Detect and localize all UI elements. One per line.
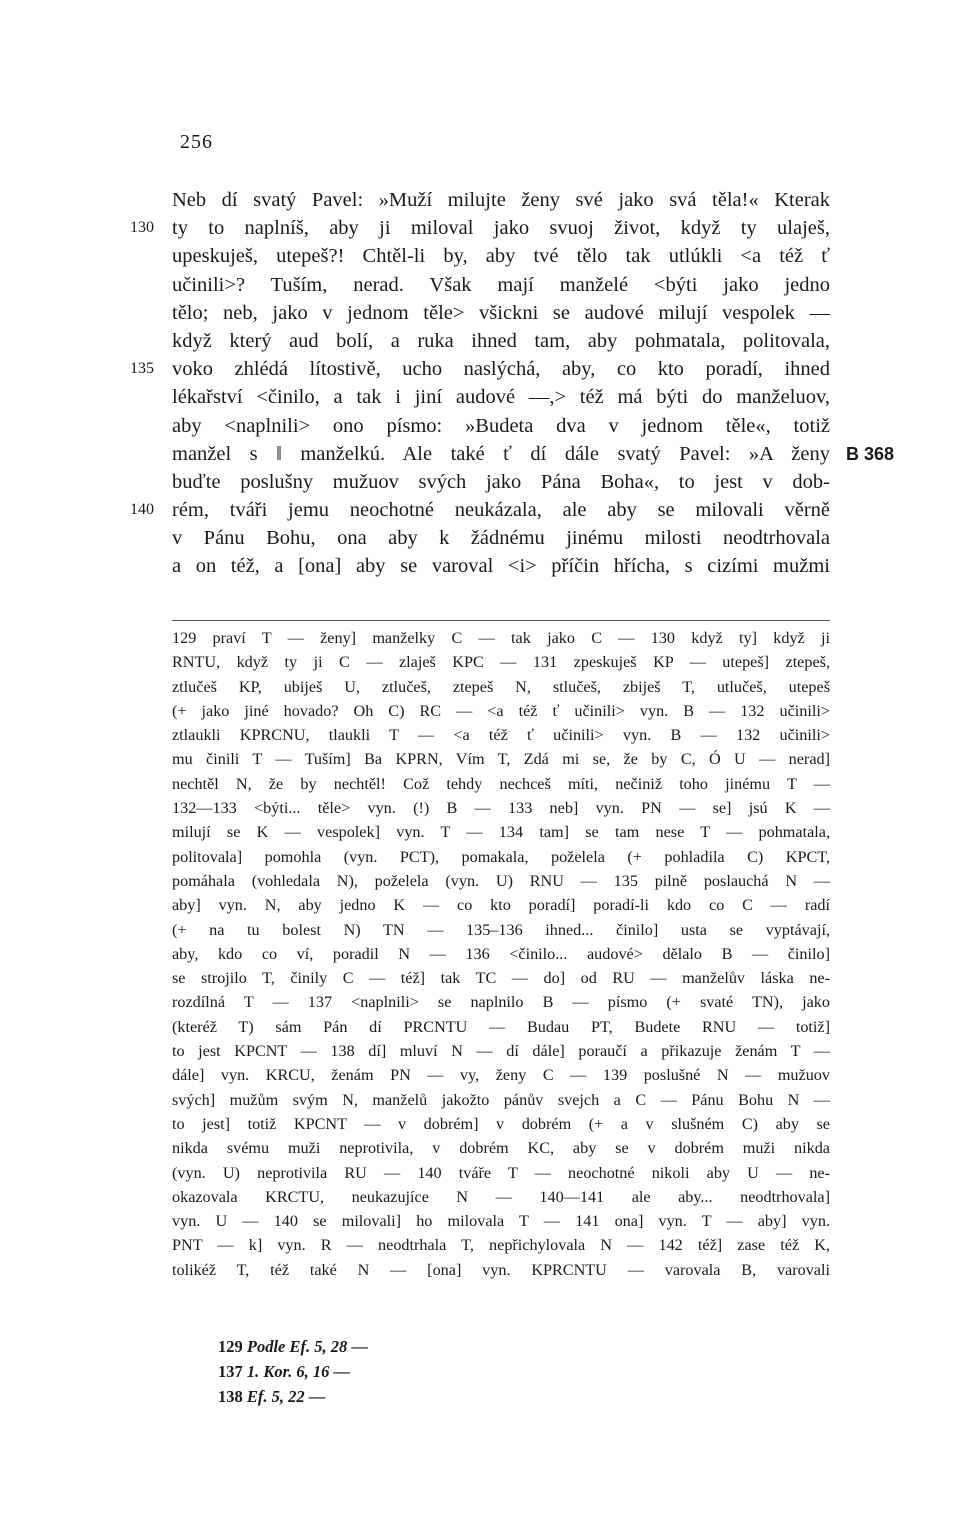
apparatus-line: (vyn. U) neprotivila RU — 140 tváře T — neochotné nikoli aby U — ne- [172, 1163, 830, 1182]
line-text: voko zhlédá lítostivě, ucho naslýchá, aby, co kto poradí, ihned [172, 358, 830, 381]
apparatus-line: dále] vyn. KRCU, ženám PN — vy, ženy C — 139 poslušné N — mužuov [172, 1066, 830, 1085]
apparatus-line: 129 praví T — ženy] manželky C — tak jako C — 130 když ty] když ji [172, 629, 830, 647]
apparatus-line: svých] mužům svým N, manželů jakožto pánův svejch a C — Pánu Bohu N — [172, 1090, 830, 1109]
apparatus-line: (+ na tu bolest N) TN — 135–136 ihned... činilo] usta se vyptávají, [172, 920, 830, 939]
source-line [218, 1359, 518, 1384]
text-line [172, 552, 830, 580]
margin-reference: B 368 [846, 443, 895, 464]
source-references [218, 1334, 518, 1409]
line-text: učinili>? Tuším, nerad. Však mají manželé <býti jako jedno [172, 273, 830, 296]
text-line [130, 496, 830, 524]
text-line [172, 327, 830, 355]
apparatus-divider [172, 620, 830, 621]
source-citation: Ef. 5, 22 [246, 1387, 305, 1406]
source-line [218, 1334, 518, 1359]
text-line [130, 355, 830, 383]
apparatus-line: 132—133 <býti... těle> vyn. (!) B — 133 neb] vyn. PN — se] jsú K — [172, 799, 830, 818]
line-text: upeskuješ, utepeš?! Chtěl-li by, aby tvé tělo tak utlúkli <a též ť [172, 245, 830, 268]
page-number: 256 [180, 131, 213, 153]
apparatus-line: milují se K — vespolek] vyn. T — 134 tam] se tam nese T — pohmatala, [172, 823, 830, 842]
apparatus-line: aby, kdo co ví, poradil N — 136 <činilo... audové> dělalo B — činilo] [172, 944, 830, 963]
source-line-number: 137 [218, 1362, 243, 1381]
source-dash: — [308, 1387, 326, 1406]
source-dash: — [333, 1362, 351, 1381]
source-line-number: 129 [218, 1337, 243, 1356]
source-line-number: 138 [218, 1387, 243, 1406]
apparatus-line: vyn. U — 140 se milovali] ho milovala T — 141 ona] vyn. T — aby] vyn. [172, 1212, 830, 1231]
apparatus-line: ztlaukli KPRCNU, tlaukli T — <a též ť učinili> vyn. B — 132 učinili> [172, 726, 830, 745]
apparatus-line: PNT — k] vyn. R — neodtrhala T, nepřichylovala N — 142 též] zase též K, [172, 1236, 830, 1255]
apparatus-line: pomáhala (vohledala N), poželela (vyn. U) RNU — 135 pilně poslauchá N — [172, 871, 830, 890]
text-line [172, 242, 830, 270]
source-line [218, 1384, 518, 1409]
line-text: Neb dí svatý Pavel: »Muží milujte ženy své jako svá těla!« Kterak [172, 189, 830, 211]
text-line [172, 186, 830, 214]
line-text: a on též, a [ona] aby se varoval <i> příčin hřícha, s cizími mužmi [172, 555, 830, 578]
line-text: v Pánu Bohu, ona aby k žádnému jinému milosti neodtrhovala [172, 527, 830, 550]
apparatus-line: (+ jako jiné hovado? Oh C) RC — <a též ť učinili> vyn. B — 132 učinili> [172, 701, 830, 720]
line-text: když který aud bolí, a ruka ihned tam, aby pohmatala, politovala, [172, 329, 830, 352]
line-text: manžel s ‖ manželkú. Ale také ť dí dále svatý Pavel: »A ženy [172, 442, 830, 465]
text-line [172, 383, 830, 411]
line-text: buďte poslušny mužuov svých jako Pána Boha«, to jest v dob- [172, 470, 830, 493]
apparatus-line: se strojilo T, činily C — též] tak TC — do] od RU — manželův láska ne- [172, 969, 830, 988]
apparatus-line: ztlučeš KP, ubiješ U, ztlučeš, ztepeš N, stlučeš, zbiješ T, utlučeš, utepeš [172, 677, 830, 696]
line-text: aby <naplnili> ono písmo: »Budeta dva v jednom těle«, totiž [172, 414, 830, 437]
source-dash: — [351, 1337, 368, 1356]
apparatus-line: aby] vyn. N, aby jedno K — co kto poradí] poradí-li kdo co C — radí [172, 896, 830, 915]
line-number: 140 [130, 501, 154, 519]
apparatus-line: politovala] pomohla (vyn. PCT), pomakala, poželela (+ pohladila C) KPCT, [172, 847, 830, 866]
apparatus-line: (kteréž T) sám Pán dí PRCNTU — Budau PT, Budete RNU — totiž] [172, 1017, 830, 1036]
apparatus-line: nechtěl N, že by nechtěl! Což tehdy nechceš míti, nečiniž toho jinému T — [172, 774, 830, 793]
line-text: ty to naplníš, aby ji miloval jako svuoj život, když ty ulaješ, [172, 217, 830, 240]
text-line [172, 468, 830, 496]
apparatus-line: rozdílná T — 137 <naplnili> se naplnilo B — písmo (+ svaté TN), jako [172, 993, 830, 1012]
critical-apparatus [172, 626, 830, 1282]
source-citation: Podle Ef. 5, 28 [246, 1337, 348, 1356]
apparatus-line: to jest KPCNT — 138 dí] mluví N — dí dále] poraučí a přikazuje ženám T — [172, 1042, 830, 1061]
apparatus-line: RNTU, když ty ji C — zlaješ KPC — 131 zpeskuješ KP — utepeš] ztepeš, [172, 653, 830, 672]
line-text: tělo; neb, jako v jednom těle> všickni se audové milují vespolek — [172, 301, 830, 324]
apparatus-line: okazovala KRCTU, neukazujíce N — 140—141 ale aby... neodtrhovala] [172, 1187, 830, 1206]
apparatus-line: mu činili T — Tuším] Ba KPRN, Vím T, Zdá mi se, že by C, Ó U — nerad] [172, 750, 830, 769]
source-citation: 1. Kor. 6, 16 [246, 1362, 330, 1381]
line-number: 135 [130, 360, 154, 378]
line-text: lékařství <činilo, a tak i jiní audové —,> též má býti do manželuov, [172, 386, 830, 409]
main-text [130, 186, 895, 581]
line-text: rém, tváři jemu neochotné neukázala, ale aby se milovali věrně [172, 499, 830, 522]
text-line [172, 440, 895, 468]
text-line [130, 214, 830, 242]
text-line [172, 299, 830, 327]
text-line [172, 271, 830, 299]
line-number: 130 [130, 219, 154, 237]
apparatus-line: tolikéž T, též také N — [ona] vyn. KPRCNTU — varovala B, varovali [172, 1260, 830, 1279]
apparatus-line: nikda svému muži neprotivila, v dobrém KC, aby se v dobrém muži nikda [172, 1139, 830, 1158]
apparatus-line: to jest] totiž KPCNT — v dobrém] v dobrém (+ a v slušném C) aby se [172, 1114, 830, 1133]
text-line [172, 524, 830, 552]
text-line [172, 412, 830, 440]
